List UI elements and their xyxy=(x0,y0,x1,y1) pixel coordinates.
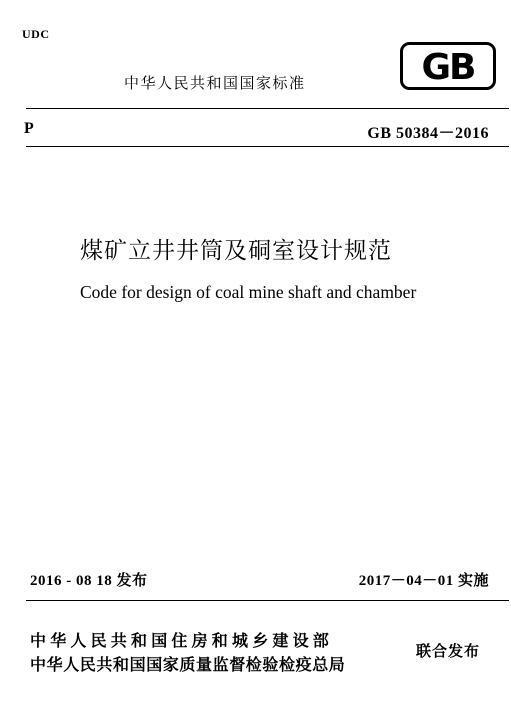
title-chinese: 煤矿立井井筒及硐室设计规范 xyxy=(80,238,392,264)
footer-divider xyxy=(26,600,509,601)
udc-label: UDC xyxy=(22,27,50,41)
top-divider xyxy=(26,108,509,109)
effective-date: 2017－04－01 实施 xyxy=(358,573,489,589)
header-divider xyxy=(26,146,509,147)
issue-date: 2016 - 08 18 发布 xyxy=(30,573,148,589)
gb-logo xyxy=(400,42,496,90)
title-english: Code for design of coal mine shaft and chamber xyxy=(80,282,417,302)
national-standard-heading: 中华人民共和国国家标准 xyxy=(124,74,306,92)
joint-issue-label: 联合发布 xyxy=(416,642,481,660)
classification-code: P xyxy=(24,120,34,137)
gb-logo-text: GB xyxy=(421,47,475,88)
standard-number: GB 50384－2016 xyxy=(367,125,489,142)
issuer-ministry: 中华人民共和国住房和城乡建设部 xyxy=(30,631,334,650)
issuer-aqsiq: 中华人民共和国国家质量监督检验检疫总局 xyxy=(30,655,346,674)
